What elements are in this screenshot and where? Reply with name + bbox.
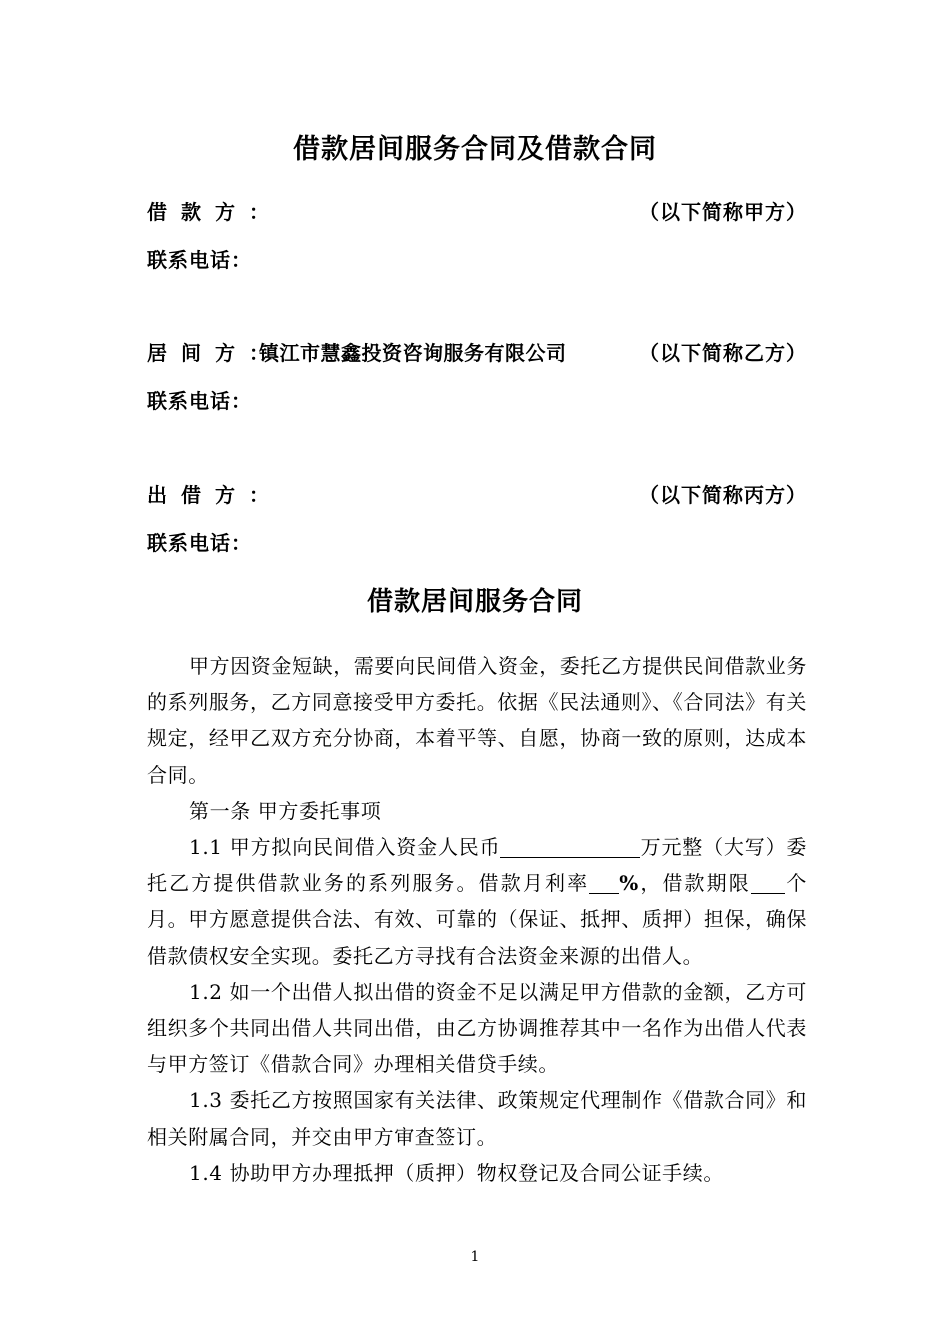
clause-1-1-part-d: 个月。甲方愿意提供合法、有效、可靠的（保证、抵押、质押）担保，确保借款债权安全实现。委托乙方寻找有合法资金来源的出借人。 (147, 871, 808, 968)
document-title: 借款居间服务合同及借款合同 (293, 134, 657, 165)
loan-term-blank (751, 869, 785, 894)
section-subtitle: 借款居间服务合同 (366, 587, 583, 617)
party-lender-label: 出借方： (147, 483, 283, 507)
clause-1-1-part-a: 1.1 甲方拟向民间借入资金人民币 (189, 835, 501, 860)
party-lender-alias: （以下简称丙方） (639, 483, 807, 507)
party-intermediary-label: 居间方： (147, 341, 283, 365)
party-intermediary-phone-label: 联系电话： (147, 389, 252, 413)
loan-amount-blank (500, 833, 640, 858)
clause-1-1 (147, 829, 807, 974)
party-lender-row (147, 479, 807, 511)
party-borrower-alias: （以下简称甲方） (639, 200, 807, 224)
contract-body (147, 648, 807, 1191)
clause-1-1-part-b: 万元整（大写）委托乙方提供借款业务的系列服务。借款月利率 (147, 835, 807, 896)
clause-1-1-part-c: ，借款期限 (638, 871, 751, 896)
party-intermediary-alias: （以下简称乙方） (639, 341, 807, 365)
party-borrower-phone-label: 联系电话： (147, 248, 252, 272)
interest-rate-blank (589, 869, 619, 894)
intro-paragraph: 甲方因资金短缺，需要向民间借入资金，委托乙方提供民间借款业务的系列服务，乙方同意接受甲方委托。依据《民法通则》、《合同法》有关规定，经甲乙双方充分协商，本着平等、自愿，协商一致的原则，达成本合同。 (147, 654, 807, 787)
clause-1-2: 1.2 如一个出借人拟出借的资金不足以满足甲方借款的金额，乙方可组织多个共同出借人共同出借，由乙方协调推荐其中一名作为出借人代表与甲方签订《借款合同》办理相关借贷手续。 (147, 979, 807, 1077)
party-intermediary-row (147, 337, 807, 369)
clause-1-4: 1.4 协助甲方办理抵押（质押）物权登记及合同公证手续。 (189, 1160, 724, 1185)
party-lender-phone-label: 联系电话： (147, 531, 252, 555)
clause-1-3: 1.3 委托乙方按照国家有关法律、政策规定代理制作《借款合同》和相关附属合同，并交由甲方审查签订。 (147, 1088, 807, 1149)
party-borrower-row (147, 196, 807, 228)
party-intermediary-name: 镇江市慧鑫投资咨询服务有限公司 (259, 341, 567, 365)
article-1-title: 第一条 甲方委托事项 (189, 798, 382, 823)
percent-sign: % (619, 871, 639, 896)
page-number: 1 (470, 1249, 480, 1265)
party-borrower-label: 借款方： (147, 200, 283, 224)
